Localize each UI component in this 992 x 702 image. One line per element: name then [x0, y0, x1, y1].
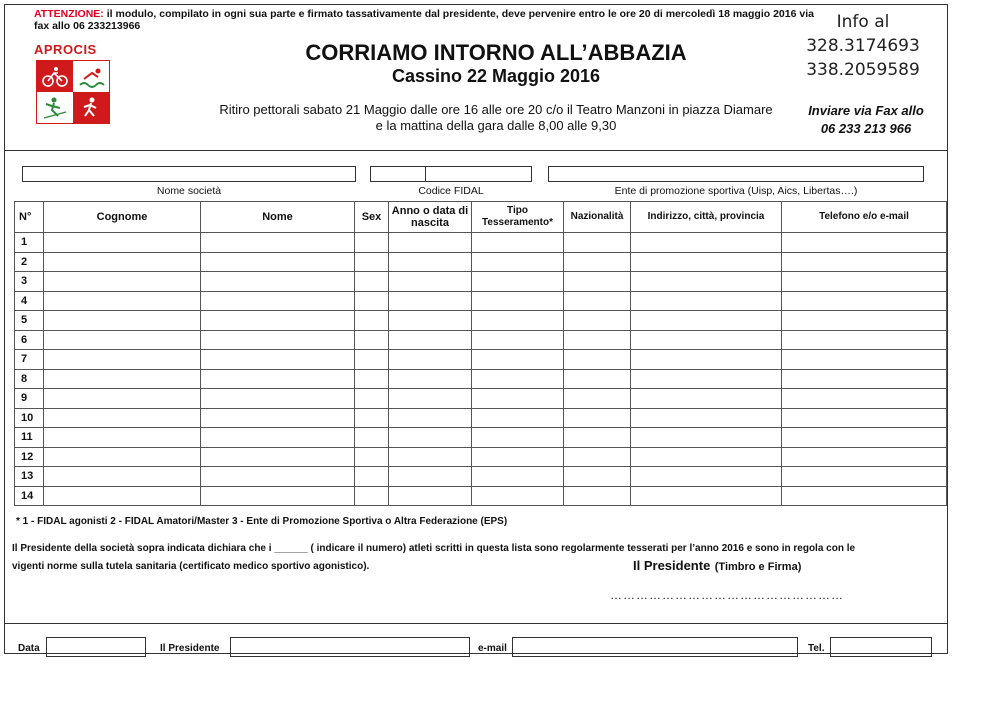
- table-cell[interactable]: [782, 408, 947, 428]
- table-cell[interactable]: [631, 408, 782, 428]
- table-cell[interactable]: [201, 252, 355, 272]
- table-cell[interactable]: [472, 467, 564, 487]
- table-cell[interactable]: [472, 291, 564, 311]
- table-cell[interactable]: [201, 389, 355, 409]
- table-cell[interactable]: [631, 330, 782, 350]
- athletes-table: [14, 201, 947, 506]
- table-cell[interactable]: [44, 252, 201, 272]
- table-cell[interactable]: [355, 252, 389, 272]
- table-cell[interactable]: [44, 389, 201, 409]
- table-cell[interactable]: [631, 369, 782, 389]
- row-number: 13: [15, 467, 44, 487]
- table-cell[interactable]: [389, 428, 472, 448]
- row-number: 8: [15, 369, 44, 389]
- table-cell[interactable]: [631, 428, 782, 448]
- table-cell[interactable]: [44, 330, 201, 350]
- table-cell[interactable]: [389, 369, 472, 389]
- table-cell[interactable]: [631, 447, 782, 467]
- table-cell[interactable]: [472, 272, 564, 292]
- row-number: 7: [15, 350, 44, 370]
- row-number: 4: [15, 291, 44, 311]
- table-cell[interactable]: [201, 486, 355, 506]
- table-cell[interactable]: [389, 291, 472, 311]
- col-sex: Sex: [355, 202, 389, 233]
- table-cell[interactable]: [201, 330, 355, 350]
- table-cell[interactable]: [389, 408, 472, 428]
- table-row: [15, 330, 947, 350]
- col-nationality: Nazionalità: [564, 202, 631, 233]
- col-address: Indirizzo, città, provincia: [631, 202, 782, 233]
- running-icon: [73, 92, 109, 123]
- table-cell[interactable]: [44, 447, 201, 467]
- table-row: [15, 233, 947, 253]
- table-cell[interactable]: [355, 467, 389, 487]
- table-cell[interactable]: [389, 252, 472, 272]
- membership-legend: * 1 - FIDAL agonisti 2 - FIDAL Amatori/Master 3 - Ente di Promozione Sportiva o Altra Federazione (EPS): [16, 516, 508, 527]
- row-number: 3: [15, 272, 44, 292]
- col-name: Nome: [201, 202, 355, 233]
- pickup-info: [186, 102, 806, 134]
- table-cell[interactable]: [201, 272, 355, 292]
- table-cell[interactable]: [782, 389, 947, 409]
- president-name-label: Il Presidente: [160, 643, 220, 654]
- table-cell[interactable]: [472, 486, 564, 506]
- date-field[interactable]: [46, 637, 146, 657]
- table-cell[interactable]: [472, 389, 564, 409]
- table-cell[interactable]: [355, 428, 389, 448]
- table-cell[interactable]: [564, 311, 631, 331]
- table-cell[interactable]: [782, 486, 947, 506]
- footer-divider: [4, 623, 948, 624]
- info-phone-2: 338.2059589: [806, 60, 920, 80]
- table-cell[interactable]: [472, 369, 564, 389]
- table-cell[interactable]: [44, 311, 201, 331]
- table-cell[interactable]: [631, 389, 782, 409]
- table-cell[interactable]: [631, 252, 782, 272]
- table-cell[interactable]: [44, 467, 201, 487]
- table-cell[interactable]: [631, 350, 782, 370]
- table-cell[interactable]: [389, 486, 472, 506]
- table-cell[interactable]: [44, 369, 201, 389]
- signature-line: ………………………………………………: [610, 588, 844, 602]
- declaration-line-2: vigenti norme sulla tutela sanitaria (certificato medico sportivo agonistico).: [12, 561, 370, 572]
- table-cell[interactable]: [44, 486, 201, 506]
- table-cell[interactable]: [564, 369, 631, 389]
- table-row: [15, 389, 947, 409]
- table-cell[interactable]: [389, 233, 472, 253]
- table-cell[interactable]: [201, 467, 355, 487]
- table-cell[interactable]: [782, 272, 947, 292]
- page-subtitle: Cassino 22 Maggio 2016: [391, 66, 601, 86]
- table-cell[interactable]: [782, 252, 947, 272]
- table-cell[interactable]: [782, 330, 947, 350]
- promotion-entity-label: Ente di promozione sportiva (Uisp, Aics, Libertas….): [614, 185, 858, 197]
- page-title: CORRIAMO INTORNO ALL’ABBAZIA: [305, 40, 687, 65]
- email-field[interactable]: [512, 637, 798, 657]
- table-cell[interactable]: [631, 311, 782, 331]
- table-cell[interactable]: [564, 272, 631, 292]
- warning-label: ATTENZIONE:: [34, 8, 104, 20]
- table-cell[interactable]: [389, 467, 472, 487]
- table-cell[interactable]: [472, 252, 564, 272]
- email-label: e-mail: [478, 643, 507, 654]
- fax-line-2: 06 233 213 966: [820, 121, 912, 136]
- table-cell[interactable]: [564, 291, 631, 311]
- table-row: [15, 369, 947, 389]
- table-cell[interactable]: [472, 428, 564, 448]
- row-number: 11: [15, 428, 44, 448]
- table-cell[interactable]: [389, 272, 472, 292]
- table-cell[interactable]: [564, 486, 631, 506]
- table-cell[interactable]: [201, 447, 355, 467]
- table-row: [15, 350, 947, 370]
- table-cell[interactable]: [389, 389, 472, 409]
- table-row: [15, 467, 947, 487]
- table-cell[interactable]: [201, 350, 355, 370]
- table-cell[interactable]: [782, 467, 947, 487]
- table-cell[interactable]: [355, 330, 389, 350]
- info-label: Info al: [836, 12, 890, 32]
- table-cell[interactable]: [355, 272, 389, 292]
- col-birth: Anno o data di nascita: [389, 202, 472, 233]
- table-header-row: [15, 202, 947, 233]
- table-cell[interactable]: [564, 252, 631, 272]
- row-number: 9: [15, 389, 44, 409]
- fax-info: [792, 102, 940, 138]
- table-cell[interactable]: [201, 408, 355, 428]
- skiing-icon: [37, 92, 73, 123]
- table-row: [15, 272, 947, 292]
- table-cell[interactable]: [355, 389, 389, 409]
- table-cell[interactable]: [201, 428, 355, 448]
- info-phone-1: 328.3174693: [806, 36, 920, 56]
- row-number: 14: [15, 486, 44, 506]
- table-row: [15, 486, 947, 506]
- table-cell[interactable]: [564, 467, 631, 487]
- pickup-line-2: e la mattina della gara dalle 8,00 alle 9,30: [375, 118, 617, 133]
- col-membership: Tipo Tesseramento*: [472, 202, 564, 233]
- table-cell[interactable]: [631, 233, 782, 253]
- table-cell[interactable]: [472, 447, 564, 467]
- table-cell[interactable]: [782, 311, 947, 331]
- table-cell[interactable]: [389, 330, 472, 350]
- table-cell[interactable]: [44, 291, 201, 311]
- society-name-field[interactable]: [22, 166, 356, 182]
- tel-label: Tel.: [808, 643, 825, 654]
- row-number: 2: [15, 252, 44, 272]
- table-cell[interactable]: [355, 233, 389, 253]
- table-cell[interactable]: [355, 447, 389, 467]
- table-cell[interactable]: [355, 311, 389, 331]
- warning-notice: [34, 8, 824, 32]
- table-cell[interactable]: [389, 350, 472, 370]
- table-cell[interactable]: [389, 447, 472, 467]
- row-number: 6: [15, 330, 44, 350]
- table-cell[interactable]: [564, 447, 631, 467]
- table-cell[interactable]: [631, 272, 782, 292]
- table-cell[interactable]: [44, 428, 201, 448]
- table-cell[interactable]: [782, 369, 947, 389]
- row-number: 1: [15, 233, 44, 253]
- pickup-line-1: Ritiro pettorali sabato 21 Maggio dalle ore 16 alle ore 20 c/o il Teatro Manzoni in piazza Diamare: [219, 102, 773, 117]
- table-cell[interactable]: [201, 291, 355, 311]
- table-row: [15, 291, 947, 311]
- president-name-field[interactable]: [230, 637, 470, 657]
- president-signature-label: [633, 557, 801, 575]
- fidal-code-field-b[interactable]: [425, 166, 532, 182]
- table-row: [15, 252, 947, 272]
- table-cell[interactable]: [201, 311, 355, 331]
- table-cell[interactable]: [782, 428, 947, 448]
- table-row: [15, 428, 947, 448]
- table-cell[interactable]: [631, 291, 782, 311]
- header-divider: [4, 150, 948, 151]
- row-number: 5: [15, 311, 44, 331]
- table-cell[interactable]: [472, 233, 564, 253]
- table-cell[interactable]: [782, 447, 947, 467]
- table-cell[interactable]: [44, 272, 201, 292]
- table-cell[interactable]: [44, 408, 201, 428]
- table-cell[interactable]: [782, 233, 947, 253]
- table-cell[interactable]: [631, 486, 782, 506]
- row-number: 10: [15, 408, 44, 428]
- table-cell[interactable]: [472, 311, 564, 331]
- table-cell[interactable]: [201, 233, 355, 253]
- fax-line-1: Inviare via Fax allo: [808, 103, 924, 118]
- table-cell[interactable]: [355, 408, 389, 428]
- table-cell[interactable]: [564, 428, 631, 448]
- table-row: [15, 408, 947, 428]
- table-cell[interactable]: [564, 408, 631, 428]
- fidal-code-field-a[interactable]: [370, 166, 426, 182]
- table-cell[interactable]: [472, 330, 564, 350]
- date-label: Data: [18, 643, 40, 654]
- table-cell[interactable]: [564, 389, 631, 409]
- table-cell[interactable]: [201, 369, 355, 389]
- table-row: [15, 311, 947, 331]
- col-surname: Cognome: [44, 202, 201, 233]
- table-cell[interactable]: [355, 369, 389, 389]
- table-row: [15, 447, 947, 467]
- table-cell[interactable]: [355, 291, 389, 311]
- table-cell[interactable]: [355, 350, 389, 370]
- table-cell[interactable]: [389, 311, 472, 331]
- society-name-label: Nome società: [156, 185, 222, 197]
- table-cell[interactable]: [631, 467, 782, 487]
- president-note: (Timbro e Firma): [714, 561, 802, 573]
- table-cell[interactable]: [472, 408, 564, 428]
- president-label: Il Presidente: [633, 558, 711, 573]
- table-cell[interactable]: [472, 350, 564, 370]
- table-cell[interactable]: [355, 486, 389, 506]
- info-block: [788, 10, 938, 82]
- table-cell[interactable]: [782, 350, 947, 370]
- logo-name: APROCIS: [34, 42, 97, 57]
- table-cell[interactable]: [564, 330, 631, 350]
- declaration-line-1: Il Presidente della società sopra indicata dichiara che i ______ ( indicare il numero) atleti scritti in questa lista sono regolarmente tesserati per l’anno 2016 e sono in regola con le: [12, 543, 856, 554]
- table-cell[interactable]: [564, 350, 631, 370]
- table-cell[interactable]: [44, 350, 201, 370]
- tel-field[interactable]: [830, 637, 932, 657]
- col-number: N°: [15, 202, 44, 233]
- promotion-entity-field[interactable]: [548, 166, 924, 182]
- table-cell[interactable]: [782, 291, 947, 311]
- table-cell[interactable]: [44, 233, 201, 253]
- fidal-code-label: Codice FIDAL: [418, 185, 484, 197]
- col-contact: Telefono e/o e-mail: [782, 202, 947, 233]
- table-cell[interactable]: [564, 233, 631, 253]
- warning-text: il modulo, compilato in ogni sua parte e firmato tassativamente dal presidente, deve pervenire entro le ore 20 di mercoledì 18 maggio 2016 via fax allo 06 233213966: [34, 8, 814, 32]
- row-number: 12: [15, 447, 44, 467]
